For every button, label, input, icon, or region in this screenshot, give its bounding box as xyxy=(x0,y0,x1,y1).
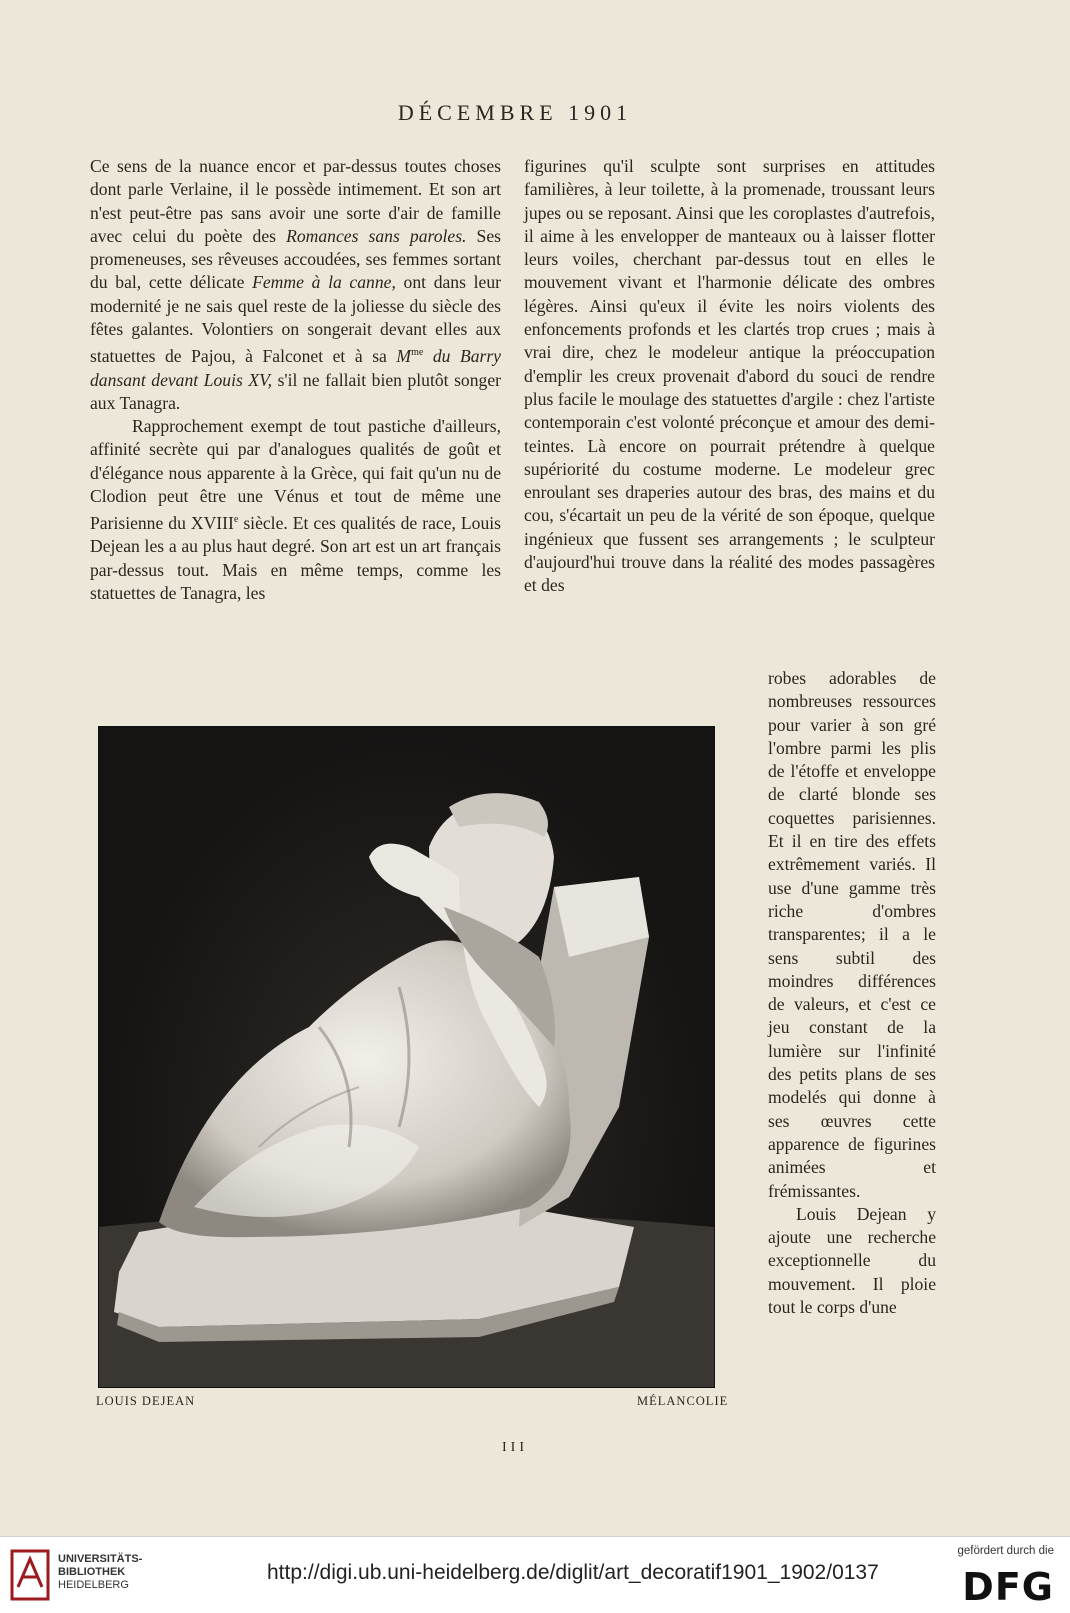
sculpture-illustration xyxy=(99,727,714,1387)
paragraph-2: Rapprochement exempt de tout pastiche d'ailleurs, affinité secrète qui par d'analogues qualités de goût et d'élégance nous apparente à la Grèce, qui fait qu'un nu de Clodion peut être une Vénus et tout de même une Parisienne du XVIIIe siècle. Et ces qualités de race, Louis Dejean les a au plus haut degré. Son art est un art français par-dessus tout. Mais en même temps, comme les statuettes de Tanagra, les xyxy=(90,416,501,604)
library-name: UNIVERSITÄTS- BIBLIOTHEK HEIDELBERG xyxy=(58,1553,143,1591)
university-library-logo-icon xyxy=(8,1547,52,1603)
page-header: DÉCEMBRE 1901 xyxy=(397,100,633,125)
caption-artist: LOUIS DEJEAN xyxy=(96,1394,196,1408)
narrow-text-column xyxy=(768,667,936,1319)
sculpture-photograph xyxy=(98,726,715,1388)
narrow-paragraph-1: robes adorables de nombreuses ressources pour varier à son gré l'ombre parmi les plis de l'étoffe et enveloppe de clarté blonde ses coquettes parisiennes. Et il en tire des effets extrêmement variés. Il use d'une gamme très riche d'ombres transparentes; il a le sens subtil des moindres différences de valeurs, et c'est ce jeu constant de la lumière sur l'infinité des petits plans de ses modelés qui donne à ses œuvres cette apparence de figurines animées et frémissantes. xyxy=(768,668,936,1201)
caption-title: MÉLANCOLIE xyxy=(637,1394,729,1408)
dfg-credit-text: gefördert durch die xyxy=(957,1545,1054,1557)
left-text-column xyxy=(90,155,501,605)
document-url-link[interactable]: http://digi.ub.uni-heidelberg.de/diglit/art_decoratif1901_1902/0137 xyxy=(267,1561,879,1584)
paragraph-1: Ce sens de la nuance encor et par-dessus toutes choses dont parle Verlaine, il le possède intimement. Et son art n'est peut-être pas sans avoir une sorte d'air de famille avec celui du poète des Romances sans paroles. Ses promeneuses, ses rêveuses accoudées, ses femmes sortant du bal, cette délicate Femme à la canne, ont dans leur modernité je ne sais quel reste de la joliesse du siècle des fêtes galantes. Volontiers on songerait devant elles aux statuettes de Pajou, à Falconet et à sa $M^{me}$ du Barry dansant devant Louis XV, s'il ne fallait bien plutôt songer aux Tanagra. xyxy=(90,156,502,413)
page-number: III xyxy=(502,1440,528,1455)
digitization-footer xyxy=(0,1536,1070,1613)
right-paragraph: figurines qu'il sculpte sont surprises en attitudes familières, à leur toilette, à la promenade, troussant leurs jupes ou se reposant. Ainsi que les coroplastes d'autrefois, il aime à les envelopper de manteaux ou à laisser flotter leurs voiles, cherchant par-dessus tout en elles le mouvement vivant et l'harmonie délicate des ombres légères. Ainsi qu'eux il évite les noirs violents des enfoncements profonds et les clartés trop crues ; mais à vrai dire, chez le modeleur antique la préoccupation d'emplir les creux provenait d'abord du souci de rendre plus facile le moulage des statuettes d'argile : chez l'artiste contemporain c'est volonté préconçue et amour des demi-teintes. Là encore on pourrait prétendre à quelque supériorité du costume moderne. Le modeleur grec enroulant ses draperies autour des bras, des mains et du cou, s'écartait un peu de la vérité de son époque, quelque ingénieux que fussent ses arrangements ; le sculpteur d'aujourd'hui trouve dans la réalité des modes passagères et des xyxy=(524,156,935,596)
right-text-column xyxy=(524,155,935,598)
narrow-paragraph-2: Louis Dejean y ajoute une recherche exceptionnelle du mouvement. Il ploie tout le corps d'une xyxy=(768,1203,936,1318)
dfg-logo: DFG xyxy=(962,1565,1054,1609)
